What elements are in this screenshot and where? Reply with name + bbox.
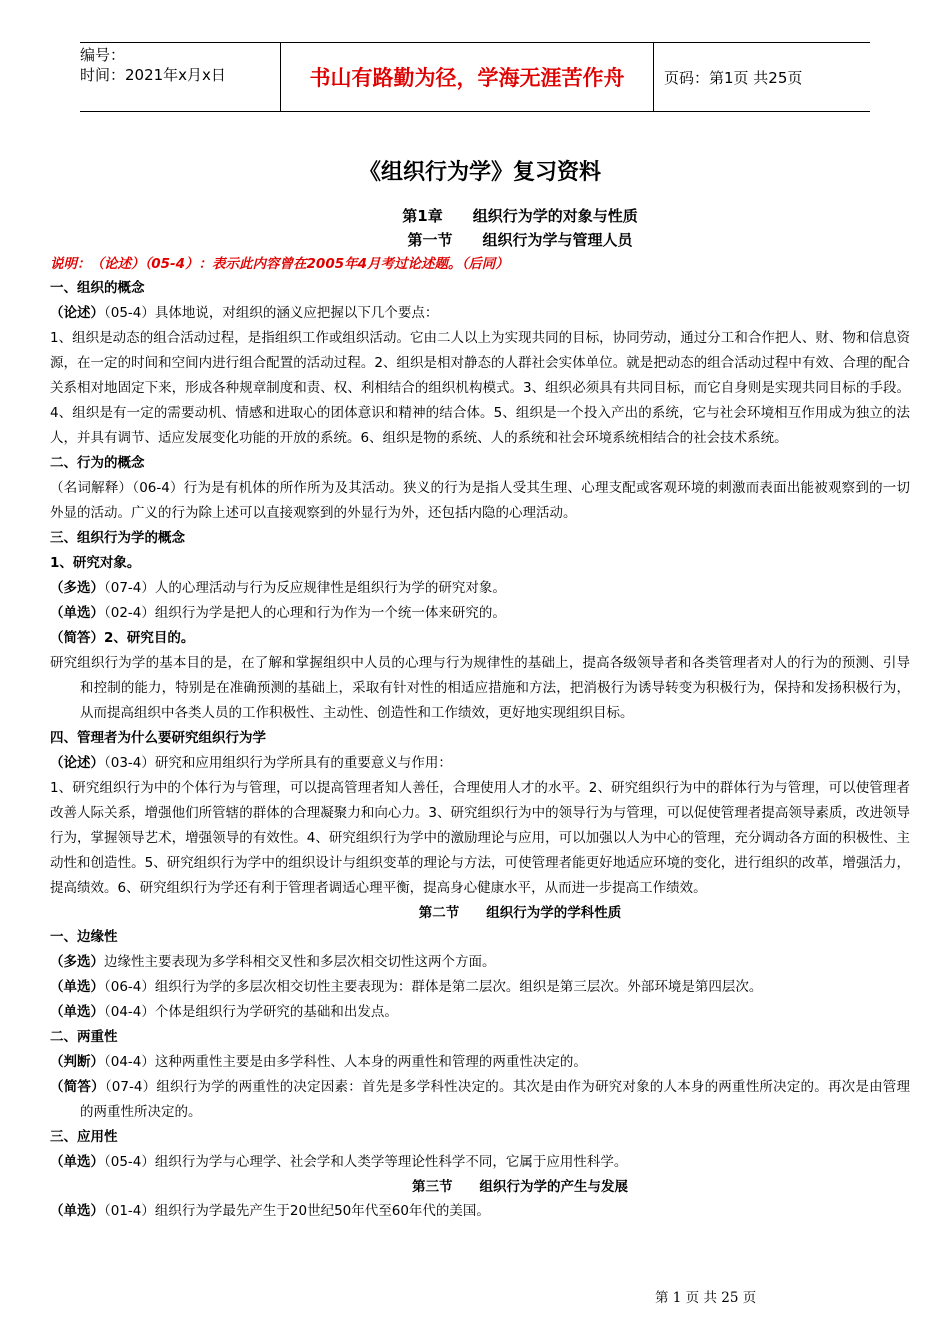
- page-footer: 第 1 页 共 25 页: [655, 1290, 757, 1306]
- question-type-tag: （多选）: [50, 954, 104, 970]
- paragraph: [50, 751, 910, 776]
- section-heading-1: 第一节 组织行为学与管理人员: [407, 231, 633, 249]
- header-page-info: 页码：第1页 共25页: [664, 68, 803, 87]
- chapter-heading: 第1章 组织行为学的对象与性质: [402, 207, 638, 225]
- paragraph: 1、研究组织行为中的个体行为与管理，可以提高管理者知人善任，合理使用人才的水平。2、研究组织行为中的群体行为与管理，可以使管理者改善人际关系，增强他们所管辖的群体的合理凝聚力和向心力。3、研究组织行为中的领导行为与管理，可以促使管理者提高领导素质，改进领导行为，掌握领导艺术，增强领导的有效性。4、研究组织行为学中的激励理论与应用，可以加强以人为中心的管理，充分调动各方面的积极性、主动性和创造性。5、研究组织行为学中的组织设计与组织变革的理论与方法，可使管理者能更好地适应环境的变化，进行组织的改革，增强活力，提高绩效。6、研究组织行为学还有利于管理者调适心理平衡，提高身心健康水平，从而进一步提高工作绩效。: [50, 780, 910, 896]
- header-meta: [80, 43, 280, 111]
- paragraph: [50, 301, 910, 326]
- question-type-tag: （单选）: [50, 1203, 104, 1219]
- paragraph: [50, 975, 910, 1000]
- heading-application: 三、应用性: [50, 1129, 118, 1145]
- paragraph: [50, 1199, 910, 1224]
- subheading-research-purpose: （简答）2、研究目的。: [50, 630, 195, 646]
- paragraph-text: （02-4）组织行为学是把人的心理和行为作为一个统一体来研究的。: [104, 605, 506, 621]
- question-type-tag: （论述）: [50, 305, 104, 321]
- section-heading-3: 第三节 组织行为学的产生与发展: [412, 1179, 628, 1195]
- document-title: 《组织行为学》复习资料: [358, 160, 601, 185]
- heading-behavior-concept: 二、行为的概念: [50, 455, 145, 471]
- paragraph: [50, 1050, 910, 1075]
- paragraph: （名词解释）（06-4）行为是有机体的所作所为及其活动。狭义的行为是指人受其生理、心理支配或客观环境的刺激而表面出能被观察到的一切外显的活动。广义的行为除上述可以直接观察到的外显行为外，还包括内隐的心理活动。: [50, 480, 910, 521]
- paragraph-text: 边缘性主要表现为多学科相交叉性和多层次相交切性这两个方面。: [104, 954, 496, 970]
- paragraph: [50, 1075, 910, 1125]
- question-type-tag: （单选）: [50, 1154, 104, 1170]
- paragraph: [50, 950, 910, 975]
- paragraph-text: （04-4）这种两重性主要是由多学科性、人本身的两重性和管理的两重性决定的。: [104, 1054, 587, 1070]
- heading-why-study: 四、管理者为什么要研究组织行为学: [50, 730, 266, 746]
- question-type-tag: （多选）: [50, 580, 104, 596]
- question-type-tag: （单选）: [50, 1004, 104, 1020]
- paragraph: [50, 576, 910, 601]
- paragraph: [50, 601, 910, 626]
- paragraph-text: （03-4）研究和应用组织行为学所具有的重要意义与作用：: [104, 755, 452, 771]
- header-motto: 书山有路勤为径，学海无涯苦作舟: [280, 43, 654, 111]
- explanation-note: 说明：（论述）（05-4）：表示此内容曾在2005年4月考过论述题。（后同）: [50, 256, 509, 272]
- question-type-tag: （单选）: [50, 979, 104, 995]
- document-number-label: 编号：: [80, 46, 126, 64]
- subheading-research-object: 1、研究对象。: [50, 555, 141, 571]
- heading-edge: 一、边缘性: [50, 929, 118, 945]
- paragraph-text: （04-4）个体是组织行为学研究的基础和出发点。: [104, 1004, 398, 1020]
- page-header: [80, 42, 870, 112]
- paragraph-text: （07-4）人的心理活动与行为反应规律性是组织行为学的研究对象。: [104, 580, 506, 596]
- question-type-tag: （论述）: [50, 755, 104, 771]
- heading-ob-concept: 三、组织行为学的概念: [50, 530, 185, 546]
- paragraph-text: （01-4）组织行为学最先产生于20世纪50年代至60年代的美国。: [104, 1203, 490, 1219]
- paragraph: 1、组织是动态的组合活动过程，是指组织工作或组织活动。它由二人以上为实现共同的目标，协同劳动，通过分工和合作把人、财、物和信息资源，在一定的时间和空间内进行组合配置的活动过程。2、组织是相对静态的人群社会实体单位。就是把动态的组合活动过程中有效、合理的配合关系相对地固定下来，形成各种规章制度和责、权、利相结合的组织机构模式。3、组织必须具有共同目标，而它自身则是实现共同目标的手段。4、组织是有一定的需要动机、情感和进取心的团体意识和精神的结合体。5、组织是一个投入产出的系统，它与社会环境相互作用成为独立的法人，并具有调节、适应发展变化功能的开放的系统。6、组织是物的系统、人的系统和社会环境系统相结合的社会技术系统。: [50, 330, 910, 446]
- paragraph-text: （05-4）组织行为学与心理学、社会学和人类学等理论性科学不同，它属于应用性科学。: [104, 1154, 628, 1170]
- paragraph: 研究组织行为学的基本目的是，在了解和掌握组织中人员的心理与行为规律性的基础上，提高各级领导者和各类管理者对人的行为的预测、引导和控制的能力，特别是在准确预测的基础上，采取有针对性的相适应措施和方法，把消极行为诱导转变为积极行为，保持和发扬积极行为，从而提高组织中各类人员的工作积极性、主动性、创造性和工作绩效，更好地实现组织目标。: [50, 655, 910, 721]
- heading-org-concept: 一、组织的概念: [50, 280, 145, 296]
- document-time-label: 时间：2021年x月x日: [80, 66, 226, 84]
- paragraph-text: （05-4）具体地说，对组织的涵义应把握以下几个要点：: [104, 305, 439, 321]
- paragraph-text: （07-4）组织行为学的两重性的决定因素：首先是多学科性决定的。其次是由作为研究对象的人本身的两重性所决定的。再次是由管理的两重性所决定的。: [80, 1079, 910, 1120]
- paragraph-text: （06-4）组织行为学的多层次相交切性主要表现为：群体是第二层次。组织是第三层次。外部环境是第四层次。: [104, 979, 763, 995]
- question-type-tag: （单选）: [50, 605, 104, 621]
- question-type-tag: （判断）: [50, 1054, 104, 1070]
- section-heading-2: 第二节 组织行为学的学科性质: [418, 905, 622, 921]
- paragraph: [50, 1150, 910, 1175]
- heading-dual: 二、两重性: [50, 1029, 118, 1045]
- document-body: [50, 155, 910, 1224]
- question-type-tag: （简答）: [50, 1079, 105, 1095]
- paragraph: [50, 1000, 910, 1025]
